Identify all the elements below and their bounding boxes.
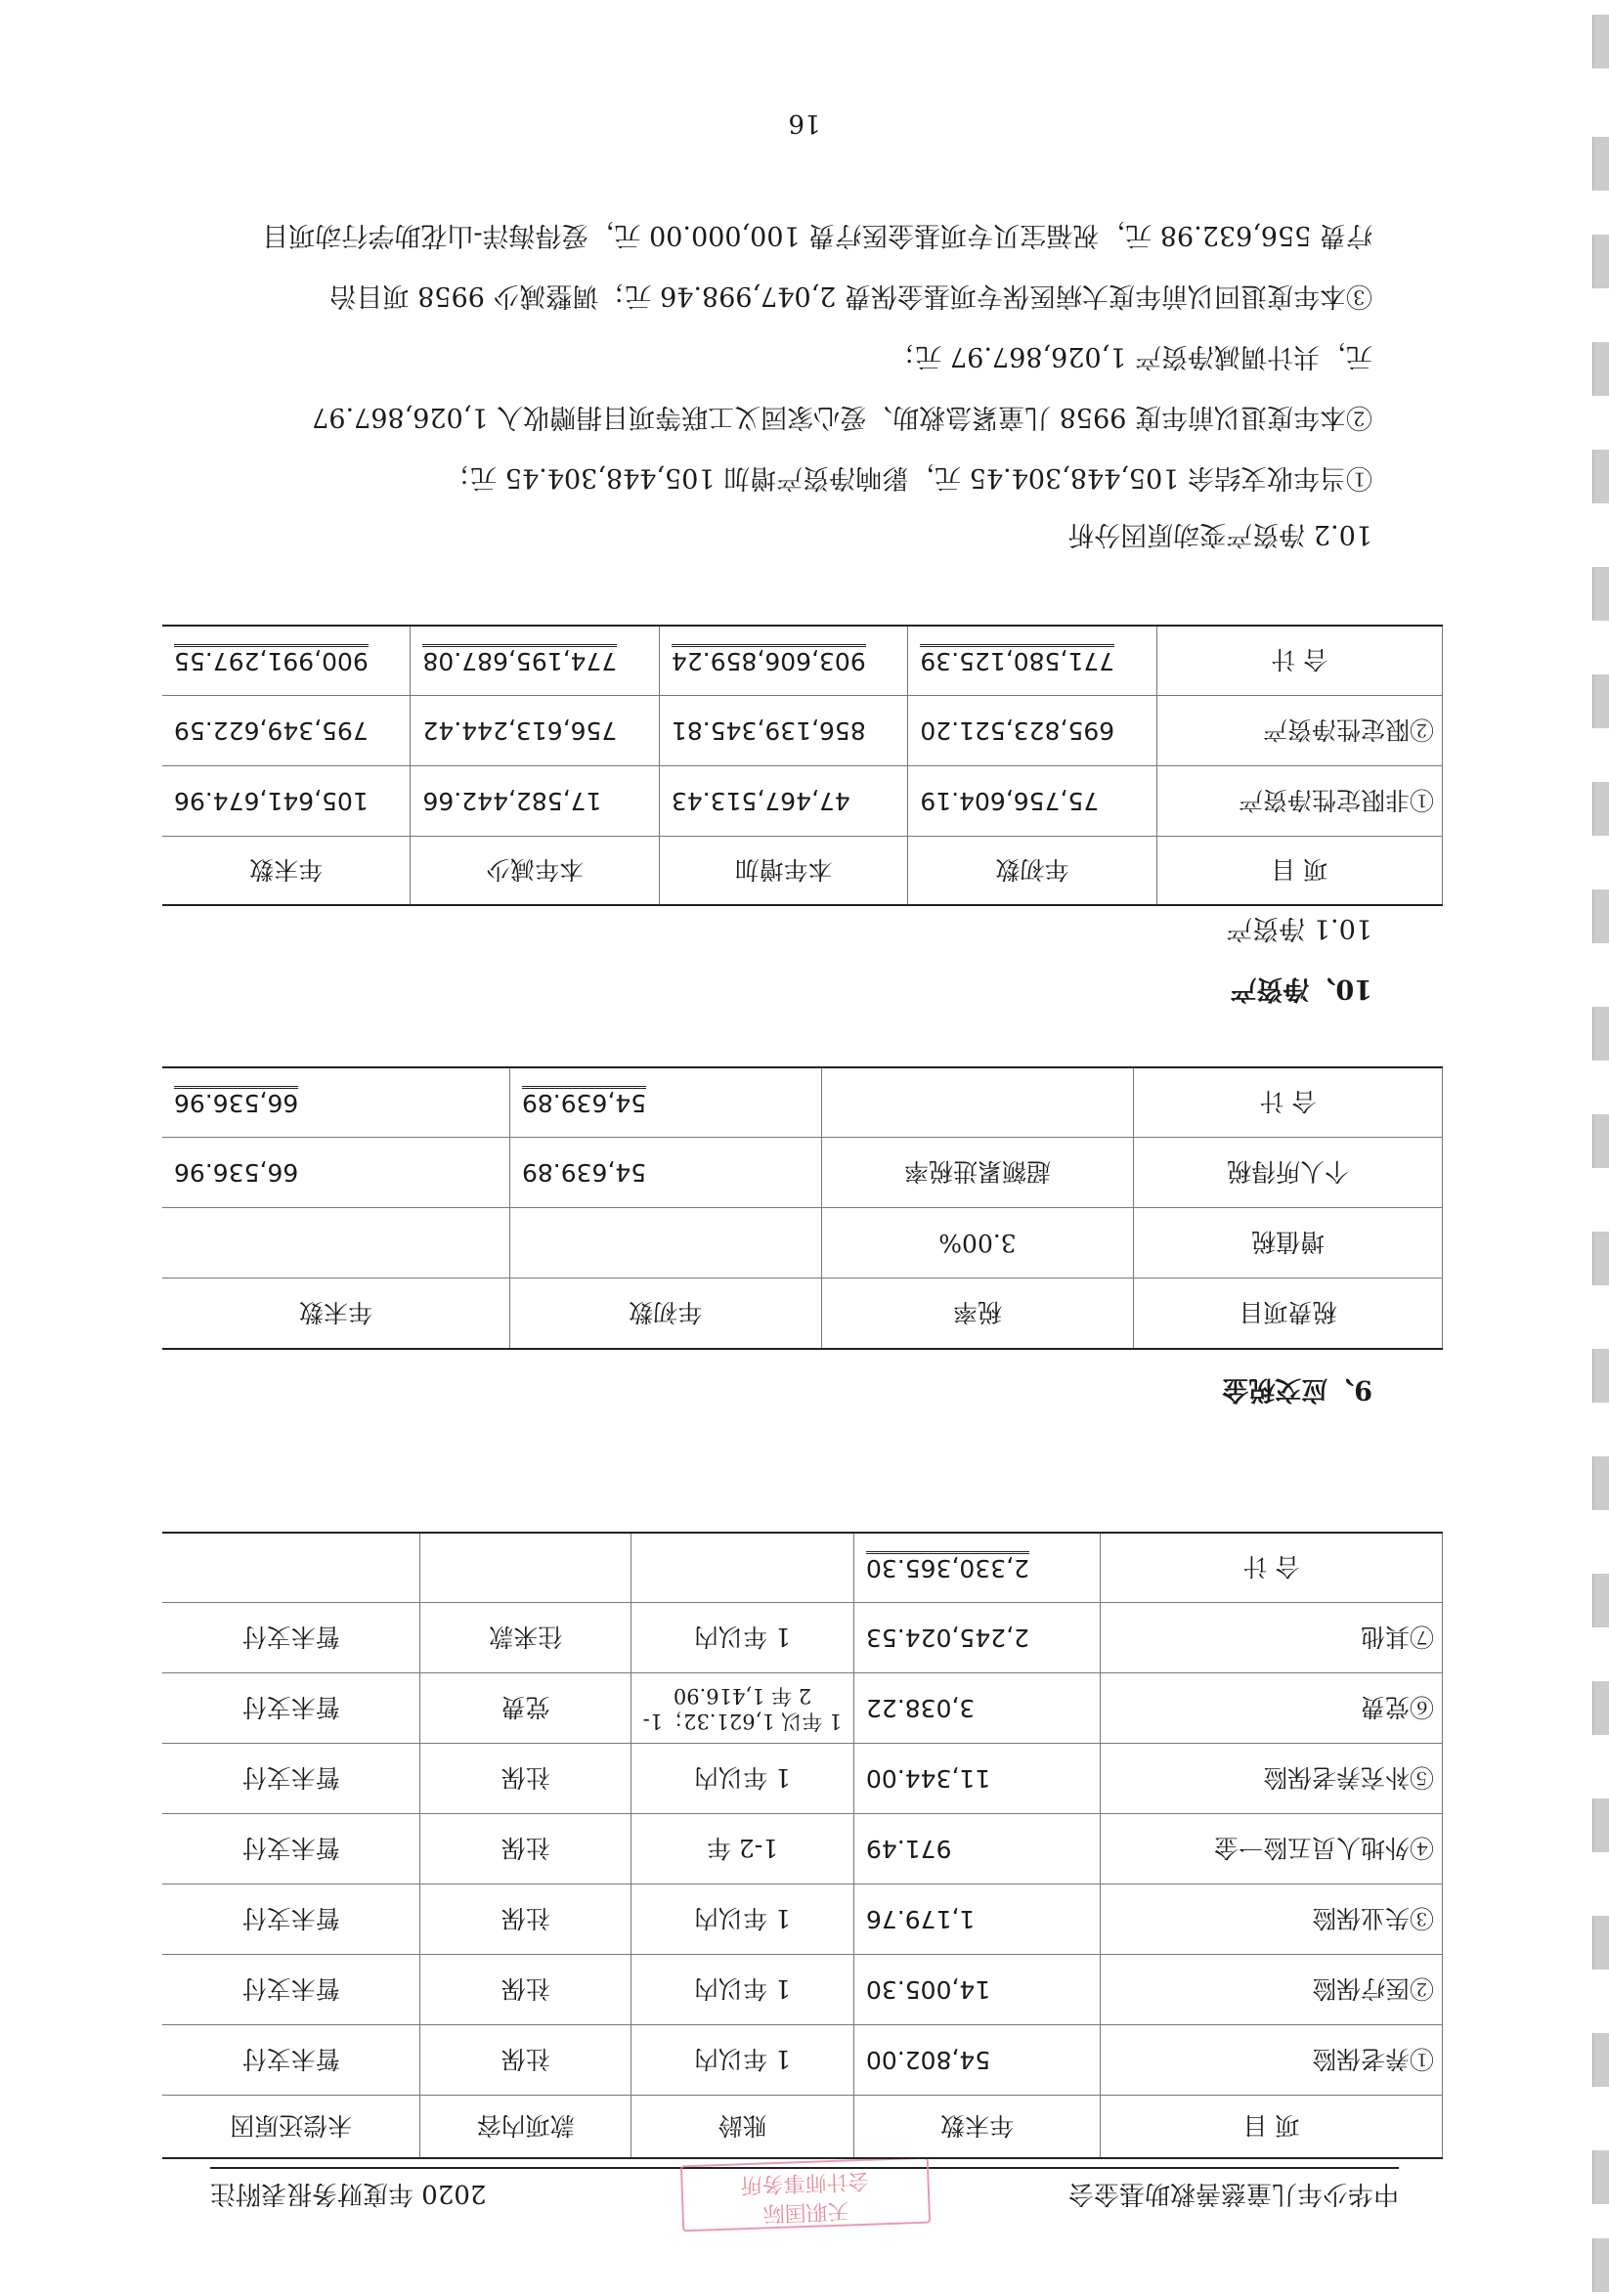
section-10-2-title: 10.2 净资产变动原因分析 <box>1067 519 1372 549</box>
total-row: 合 计 54,639.89 66,536.96 <box>162 1067 1443 1138</box>
org-name: 中华少年儿童慈善救助基金会 <box>1067 2179 1399 2208</box>
table-row: ①非限定性净资产 75,756,604.19 47,467,513.43 17,582,442.66 105,641,674.96 <box>162 766 1443 837</box>
table-row: ⑤补充养老保险 11,344.00 1 年以内 社保 暂未支付 <box>162 1744 1443 1814</box>
table-row: ③失业保险 1,179.76 1 年以内 社保 暂未支付 <box>162 1884 1443 1955</box>
table-row: ④外地人员五险一金 971.49 1-2 年 社保 暂未支付 <box>162 1814 1443 1884</box>
table-row: ⑦其他 2,245,024.53 1 年以内 往来款 暂未支付 <box>162 1603 1443 1673</box>
table-row: ⑥党费 3,038.22 1 年以 1,621.32；1-2 年 1,416.90 党费 暂未支付 <box>162 1673 1443 1744</box>
page-header <box>210 2167 1399 2228</box>
total-row: 合 计 2,330,365.30 <box>162 1533 1443 1603</box>
section-10-title: 10、净资产 <box>1230 974 1372 1004</box>
table-row: 个人所得税 超额累进税率 54,639.89 66,536.96 <box>162 1138 1443 1208</box>
table-row: ②限定性净资产 695,823,521.20 856,139,345.81 756,613,244.42 795,349,622.59 <box>162 696 1443 766</box>
table-row: 增值税 3.00% <box>162 1208 1443 1278</box>
report-title: 2020 年度财务报表附注 <box>210 2179 487 2208</box>
net-assets-table: 项 目 年初数 本年增加 本年减少 年末数 ①非限定性净资产 75,756,604.19 47,467,513.43 17,582,442.66 105,641,674.96 ②限定性净资产 695,823,521.20 856,139,345.81 756,613,244.42 795,349,622.59 合 计 771,580,125.39 903,606,859.24 774,195,687.08 900,991,297.55 <box>162 625 1443 906</box>
analysis-text: ①当年收支结余 105,448,304.45 元，影响净资产增加 105,448,304.45 元； ②本年度退以前年度 9958 儿童紧急救助、爱心家园义工联等项目捐赠收入 1,026,867.97 元，共计调减净资产 1,026,867.97 元； ③本年度退回以前年度大病医保专项基金保费 2,047,998.46 元；调整减少 9958 项目治 疗费 556,632.98 元，祝福宝贝专项基金医疗费 100,000.00 元，爱得海洋-山花助学行动项目 <box>262 220 1372 493</box>
taxes-table: 税费项目 税率 年初数 年末数 增值税 3.00% 个人所得税 超额累进税率 54,639.89 66,536.96 合 计 54,639.89 66,536.96 <box>162 1066 1443 1350</box>
section-10-1-title: 10.1 净资产 <box>1226 913 1372 943</box>
total-row: 合 计 771,580,125.39 903,606,859.24 774,195,687.08 900,991,297.55 <box>162 626 1443 696</box>
table-row: ②医疗保险 14,005.30 1 年以内 社保 暂未支付 <box>162 1955 1443 2025</box>
table-row: ①养老保险 54,802.00 1 年以内 社保 暂未支付 <box>162 2025 1443 2096</box>
page-number: 16 <box>788 108 821 138</box>
audit-stamp: 天职国际 会计师事务所 <box>680 2157 931 2232</box>
payables-table: 项 目 年末数 账龄 款项内容 未偿还原因 ①养老保险 54,802.00 1 年以内 社保 暂未支付 ②医疗保险 14,005.30 1 年以内 社保 暂未支付 ③失业保险 1,179.76 1 年以内 社保 暂未支付 ④外地人员五险一金 971.49 1-2 年 社保 暂未支付 ⑤补充养老保险 11,344.00 1 年以内 社保 暂未支付 ⑥党费 3,038.22 1 年以 1,621.32；1-2 年 1,416.90 党费 暂未支付 ⑦其他 2,245,024.53 1 年以内 往来款 暂未支付 合 计 2,330,365.30 <box>162 1532 1443 2159</box>
section-9-title: 9、应交税金 <box>1222 1374 1372 1405</box>
